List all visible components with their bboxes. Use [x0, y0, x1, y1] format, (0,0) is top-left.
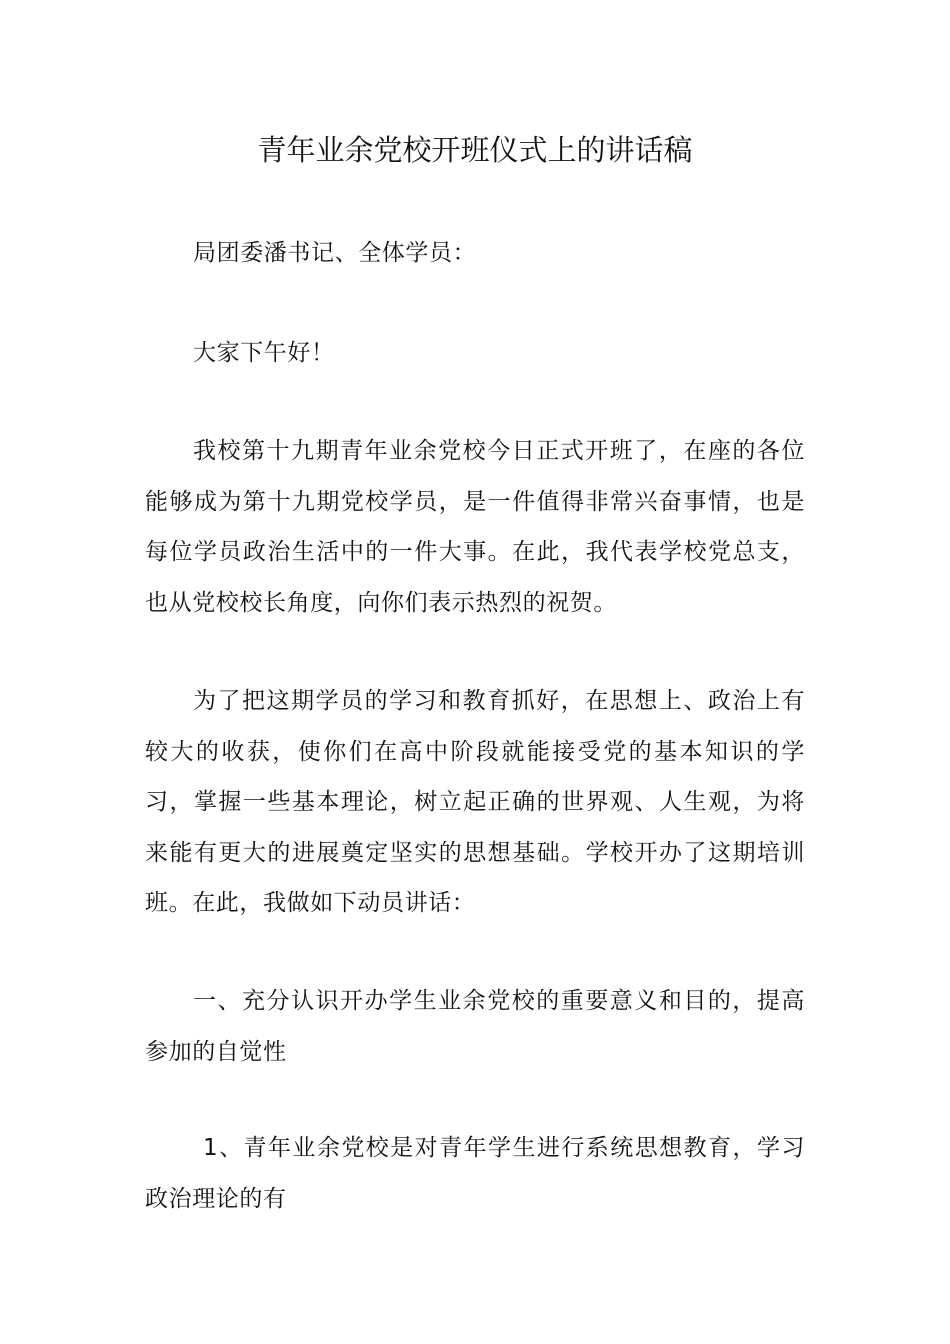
greeting-paragraph: 大家下午好！: [193, 340, 335, 366]
subsection-text: 、青年业余党校是对青年学生进行系统思想教育，学习政治理论的有: [145, 1135, 805, 1212]
document-title: 青年业余党校开班仪式上的讲话稿: [257, 133, 693, 167]
body-paragraph-1: 我校第十九期青年业余党校今日正式开班了，在座的各位能够成为第十九期党校学员，是一件值得非常兴奋事情，也是每位学员政治生活中的一件大事。在此，我代表学校党总支，也从党校校长角度，向你们表示热烈的祝贺。: [145, 438, 805, 616]
body-paragraph-2: 为了把这期学员的学习和教育抓好，在思想上、政治上有较大的收获，使你们在高中阶段就能接受党的基本知识的学习，掌握一些基本理论，树立起正确的世界观、人生观，为将来能有更大的进展奠定坚实的思想基础。学校开办了这期培训班。在此，我做如下动员讲话：: [145, 688, 805, 916]
subsection-paragraph-1: [145, 1123, 805, 1224]
subsection-number: 1: [203, 1135, 219, 1161]
salutation-paragraph: 局团委潘书记、全体学员：: [193, 240, 477, 266]
section-heading-1: 一、充分认识开办学生业余党校的重要意义和目的，提高参加的自觉性: [145, 988, 805, 1065]
